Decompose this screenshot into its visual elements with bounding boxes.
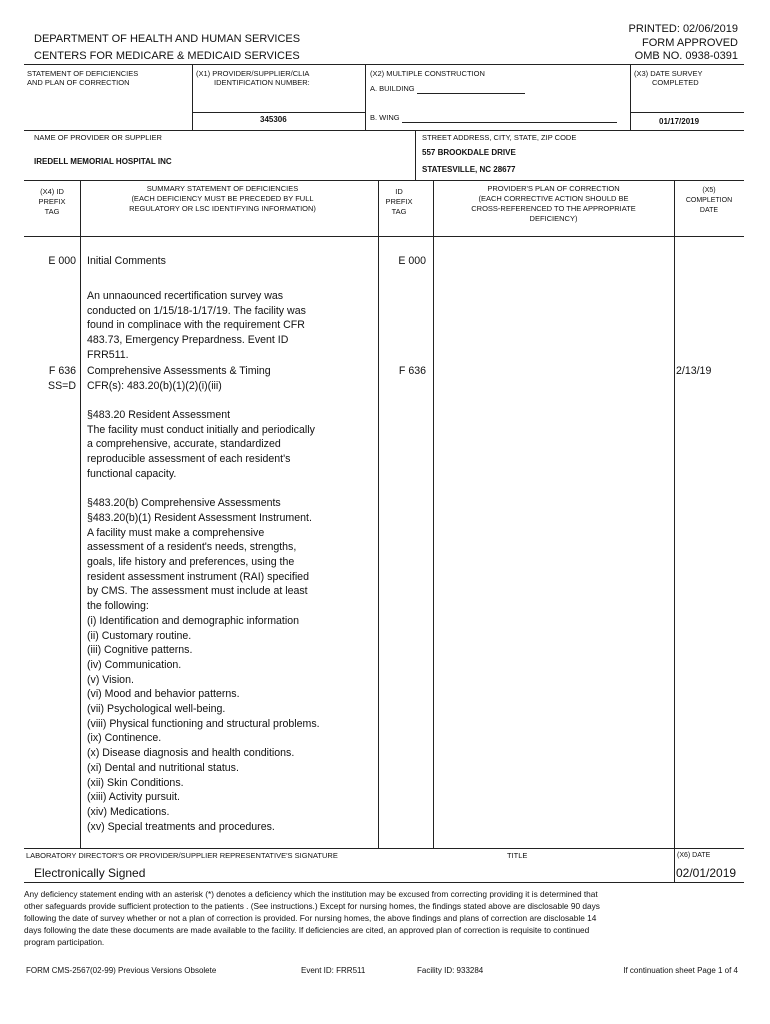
provider-id-number: 345306: [260, 115, 287, 124]
f636-completion-date: 2/13/19: [676, 365, 712, 377]
x3-label-2: COMPLETED: [652, 78, 699, 87]
f636-plan-prefix: F 636: [398, 365, 426, 377]
x1-label-2: IDENTIFICATION NUMBER:: [214, 78, 310, 87]
e000-prefix: E 000: [48, 255, 76, 267]
plan-header-1: PROVIDER'S PLAN OF CORRECTION: [487, 184, 620, 193]
f636-body: §483.20 Resident Assessment The facility must conduct initially and periodically a comprehensive, accurate, standardized reproducible assessment of each resident's functional capacity. §483.20(b) Comprehensive Assessments §483.20(b)(1) Resident Assessment Instrument. A facility must make a comprehensive assessment of a resident's needs, strengths, goals, life history and preferences, using the resident assessment instrument (RAI) specified by CMS. The assessment must include at least the following: (i) Identification and demographic information (ii) Customary routine. (iii) Cognitive patterns. (iv) Communication. (v) Vision. (vi) Mood and behavior patterns. (vii) Psychological well-being. (viii) Physical functioning and structural problems. (ix) Continence. (x) Disease diagnosis and health conditions. (xi) Dental and nutritional status. (xii) Skin Conditions. (xiii) Activity pursuit. (xiv) Medications. (xv) Special treatments and procedures.: [87, 409, 320, 833]
signature-value: Electronically Signed: [34, 866, 146, 880]
provider-address-divider: [415, 130, 416, 180]
column-header-bottom: [24, 236, 744, 237]
signature-date: 02/01/2019: [676, 866, 737, 880]
col-divider-1: [80, 180, 81, 848]
page-indicator: If continuation sheet Page 1 of 4: [623, 966, 738, 975]
x5-header-3: DATE: [699, 207, 719, 214]
id-header: [378, 187, 420, 217]
f636-cfr: CFR(s): 483.20(b)(1)(2)(i)(iii): [87, 380, 222, 392]
x1-label-1: (X1) PROVIDER/SUPPLIER/CLIA: [196, 69, 310, 78]
f636-prefix: F 636: [48, 365, 76, 377]
wing-blank: [402, 113, 617, 123]
building-field: [370, 84, 525, 94]
col-divider-3: [433, 180, 434, 848]
id-header-1: ID: [395, 187, 403, 196]
column-header-top: [24, 180, 744, 181]
divider-x3: [630, 64, 631, 130]
x4-header-2: PREFIX: [38, 197, 66, 206]
street-address: 557 BROOKDALE DRIVE: [422, 148, 516, 157]
form-number: FORM CMS-2567(02-99) Previous Versions Obsolete: [26, 966, 217, 975]
e000-body: An unnaounced recertification survey was conducted on 1/15/18-1/17/19. The facility was found in complinace with the requirement CFR 483.73, Emergency Prepardness. Event ID FRR511.: [87, 290, 306, 361]
statement-label-1: STATEMENT OF DEFICIENCIES: [27, 69, 139, 78]
signature-bottom-border: [24, 882, 744, 883]
x3-value-line: [630, 112, 744, 113]
id-header-3: TAG: [391, 207, 407, 216]
x1-value-line: [192, 112, 365, 113]
survey-completed-date: 01/17/2019: [659, 117, 700, 126]
form-approved: FORM APPROVED: [642, 37, 738, 49]
signature-top-border: [24, 848, 744, 849]
x5-header: [674, 186, 744, 216]
divider-x2: [365, 64, 366, 130]
col-divider-2: [378, 180, 379, 848]
e000-plan-prefix: E 000: [398, 255, 426, 267]
facility-id: Facility ID: 933284: [417, 966, 484, 975]
x4-header-3: TAG: [44, 207, 60, 216]
omb-number: OMB NO. 0938-0391: [634, 50, 738, 62]
summary-header-3: REGULATORY OR LSC IDENTIFYING INFORMATION): [129, 204, 316, 213]
wing-field: [370, 113, 617, 123]
x4-header: [24, 187, 80, 217]
x3-label-1: (X3) DATE SURVEY: [634, 69, 703, 78]
plan-header: [433, 184, 674, 224]
printed-date: PRINTED: 02/06/2019: [628, 23, 738, 35]
event-id: Event ID: FRR511: [301, 966, 366, 975]
id-header-2: PREFIX: [385, 197, 413, 206]
title-label: TITLE: [507, 851, 528, 860]
x6-date-label: (X6) DATE: [677, 852, 711, 859]
footnote-text: Any deficiency statement ending with an asterisk (*) denotes a deficiency which the institution may be excused from correcting providing it is determined that other safeguards provide sufficient protection to the patients . (See instructions.) Except for nursing homes, the findings stated above are disclosable 90 days following the date of survey whether or not a plan of correction is provided. For nursing homes, the above findings and plans of correction are disclosable 14 days following the date these documents are made available to the facility. If deficiencies are cited, an approved plan of correction is requisite to continued program participation.: [24, 889, 600, 947]
divider-x1: [192, 64, 193, 130]
col-divider-4: [674, 180, 675, 848]
top-border: [24, 64, 744, 65]
summary-header: [80, 184, 365, 214]
summary-header-2: (EACH DEFICIENCY MUST BE PRECEDED BY FULL: [131, 194, 314, 203]
f636-title: Comprehensive Assessments & Timing: [87, 365, 271, 377]
agency-title: CENTERS FOR MEDICARE & MEDICAID SERVICES: [34, 50, 300, 62]
plan-header-3: CROSS-REFERENCED TO THE APPROPRIATE: [471, 204, 636, 213]
e000-title: Initial Comments: [87, 255, 166, 267]
provider-top-border: [24, 130, 744, 131]
statement-label-2: AND PLAN OF CORRECTION: [27, 78, 130, 87]
f636-scope-severity: SS=D: [48, 380, 76, 392]
summary-header-1: SUMMARY STATEMENT OF DEFICIENCIES: [146, 184, 299, 193]
signature-label: LABORATORY DIRECTOR'S OR PROVIDER/SUPPLIER REPRESENTATIVE'S SIGNATURE: [26, 851, 338, 860]
plan-header-4: DEFICIENCY): [529, 214, 578, 223]
x5-header-1: (X5): [702, 187, 716, 194]
signature-date-divider: [674, 848, 675, 882]
x2-label: (X2) MULTIPLE CONSTRUCTION: [370, 69, 485, 78]
building-blank: [417, 84, 525, 94]
plan-header-2: (EACH CORRECTIVE ACTION SHOULD BE: [478, 194, 629, 203]
building-label: A. BUILDING: [370, 84, 415, 93]
address-label: STREET ADDRESS, CITY, STATE, ZIP CODE: [422, 133, 577, 142]
wing-label: B. WING: [370, 113, 400, 122]
provider-name: IREDELL MEMORIAL HOSPITAL INC: [34, 157, 172, 166]
x4-header-1: (X4) ID: [40, 187, 64, 196]
department-title: DEPARTMENT OF HEALTH AND HUMAN SERVICES: [34, 33, 301, 45]
provider-name-label: NAME OF PROVIDER OR SUPPLIER: [34, 133, 162, 142]
city-state-zip: STATESVILLE, NC 28677: [422, 165, 516, 174]
x5-header-2: COMPLETION: [685, 197, 733, 204]
